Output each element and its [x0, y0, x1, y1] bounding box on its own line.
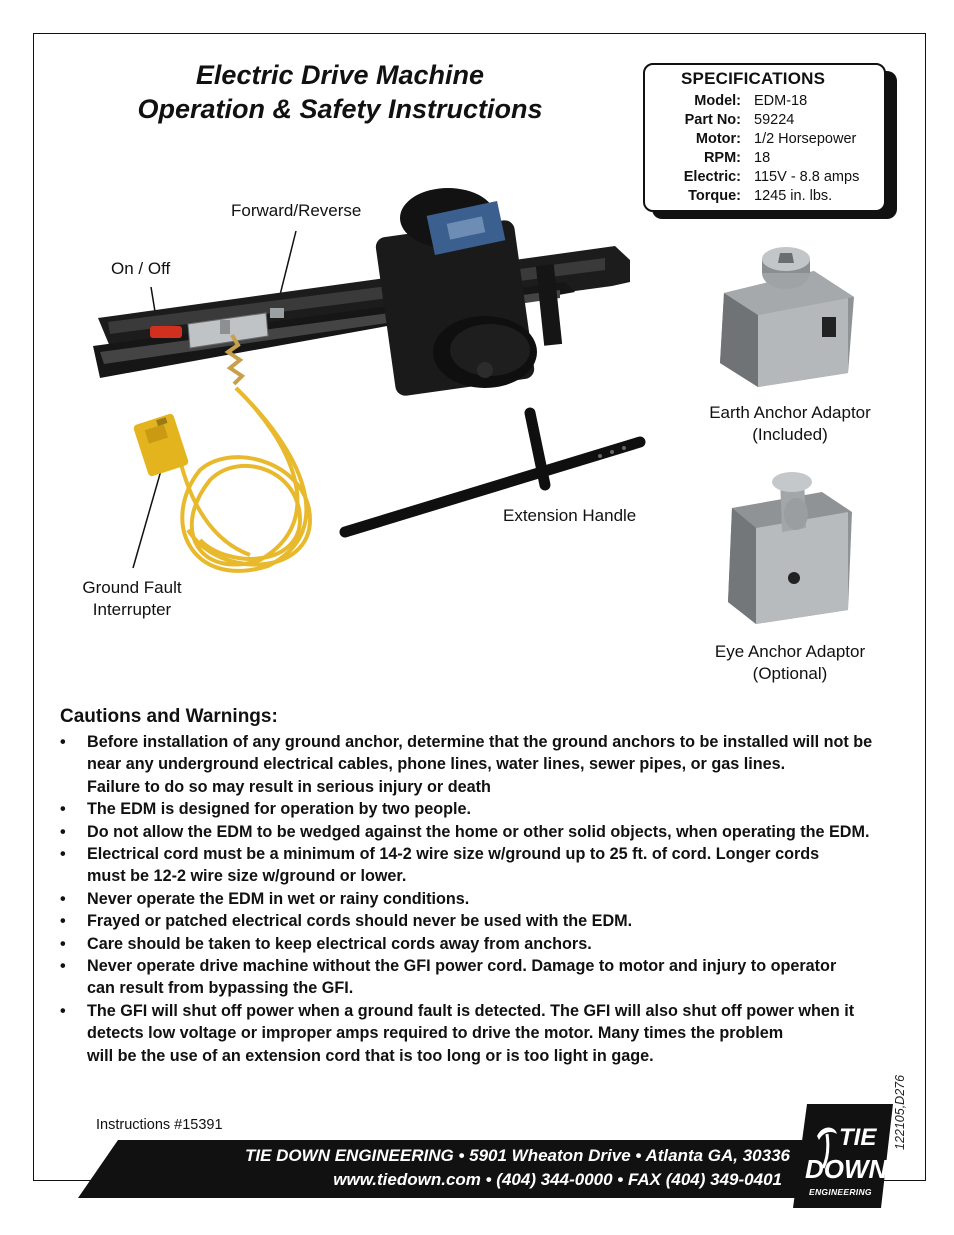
forward-reverse-switch — [270, 308, 284, 318]
caution-item — [60, 821, 900, 843]
caution-line: Electrical cord must be a minimum of 14-2 wire size w/ground up to 25 ft. of cord. Longer cords — [87, 845, 820, 864]
machine-frame — [93, 246, 630, 378]
spec-key: RPM: — [703, 150, 741, 166]
cautions-heading: Cautions and Warnings: — [60, 706, 278, 727]
spec-value: 1/2 Horsepower — [754, 131, 857, 147]
caution-item — [60, 843, 900, 888]
caution-item — [60, 888, 900, 910]
title-line-1: Electric Drive Machine — [195, 60, 485, 90]
spec-key: Motor: — [695, 131, 741, 147]
motor — [375, 188, 537, 397]
label-forward-reverse: Forward/Reverse — [231, 201, 362, 220]
document-code: 122105,D276 — [893, 1074, 907, 1150]
on-off-switch — [150, 326, 182, 338]
footer-banner — [78, 1140, 802, 1198]
bullet: • — [60, 934, 66, 953]
caution-line: near any underground electrical cables, phone lines, water lines, sewer pipes, or gas lines. — [87, 755, 786, 774]
label-earth-adaptor-line-2: (Included) — [752, 425, 828, 444]
spec-value: 59224 — [754, 112, 795, 128]
caution-line: detects low voltage or improper amps required to drive the motor. Many times the problem — [87, 1024, 784, 1043]
label-earth-anchor-adaptor — [706, 402, 874, 446]
label-gfi-line-1: Ground Fault — [82, 578, 182, 597]
power-cord — [180, 388, 310, 571]
leader-gfi — [133, 460, 164, 568]
caution-line: Before installation of any ground anchor, determine that the ground anchors to be installed will not be — [87, 733, 873, 751]
bullet: • — [60, 733, 66, 751]
logo-line-2: DOWN — [805, 1154, 888, 1184]
spec-value: 115V - 8.8 amps — [754, 169, 860, 185]
bullet: • — [60, 1001, 66, 1020]
caution-line: will be the use of an extension cord that is too long or is too light in gage. — [87, 1046, 654, 1065]
label-earth-adaptor-line-1: Earth Anchor Adaptor — [709, 403, 871, 422]
specifications-heading: SPECIFICATIONS — [681, 69, 826, 88]
caution-item — [60, 933, 900, 955]
spec-key: Part No: — [684, 112, 741, 128]
caution-line: Failure to do so may result in serious injury or death — [87, 777, 491, 796]
caution-line: can result from bypassing the GFI. — [87, 979, 354, 998]
cautions-list — [60, 731, 900, 1067]
spec-value: 18 — [754, 150, 771, 166]
caution-line: Never operate drive machine without the GFI power cord. Damage to motor and injury to operator — [87, 957, 837, 976]
label-extension-handle: Extension Handle — [503, 506, 637, 525]
caution-line: must be 12-2 wire size w/ground or lower. — [87, 867, 407, 886]
footer-contact: www.tiedown.com • (404) 344-0000 • FAX (404) 349-0401 — [333, 1170, 782, 1189]
caution-line: The EDM is designed for operation by two people. — [87, 800, 472, 819]
caution-line: Frayed or patched electrical cords should never be used with the EDM. — [87, 912, 633, 931]
label-gfi-line-2: Interrupter — [92, 600, 172, 619]
instructions-number: Instructions #15391 — [96, 1117, 223, 1133]
bullet: • — [60, 889, 66, 908]
caution-item — [60, 798, 900, 820]
caution-line: Care should be taken to keep electrical cords away from anchors. — [87, 934, 592, 953]
label-eye-adaptor-line-1: Eye Anchor Adaptor — [714, 642, 866, 661]
label-gfi — [81, 577, 183, 621]
bullet: • — [60, 845, 66, 864]
earth-anchor-adaptor-image — [714, 243, 864, 391]
label-eye-anchor-adaptor — [712, 641, 868, 685]
caution-line: The GFI will shut off power when a ground fault is detected. The GFI will also shut off power when it — [87, 1001, 855, 1020]
caution-item — [60, 955, 900, 1000]
logo-line-1: TIE — [839, 1124, 877, 1151]
spec-key: Torque: — [688, 188, 741, 204]
label-eye-adaptor-line-2: (Optional) — [752, 664, 828, 683]
spec-key: Model: — [694, 93, 741, 109]
footer-company-address: TIE DOWN ENGINEERING • 5901 Wheaton Drive • Atlanta GA, 30336 — [244, 1146, 790, 1165]
title-line-2: Operation & Safety Instructions — [137, 94, 543, 124]
tie-down-logo — [793, 1104, 893, 1208]
spec-value: 1245 in. lbs. — [754, 188, 833, 204]
spec-key: Electric: — [683, 169, 741, 185]
caution-line: Do not allow the EDM to be wedged against the home or other solid objects, when operating the EDM. — [87, 822, 870, 841]
bullet: • — [60, 912, 66, 931]
label-on-off: On / Off — [111, 259, 171, 278]
caution-item — [60, 1000, 900, 1067]
bullet: • — [60, 957, 66, 976]
bullet: • — [60, 822, 66, 841]
eye-anchor-adaptor-image — [720, 470, 860, 628]
logo-line-3: ENGINEERING — [809, 1187, 872, 1197]
spec-value: EDM-18 — [754, 93, 808, 109]
bullet: • — [60, 800, 66, 819]
caution-item — [60, 731, 900, 798]
caution-line: Never operate the EDM in wet or rainy conditions. — [87, 889, 470, 908]
caution-item — [60, 910, 900, 932]
